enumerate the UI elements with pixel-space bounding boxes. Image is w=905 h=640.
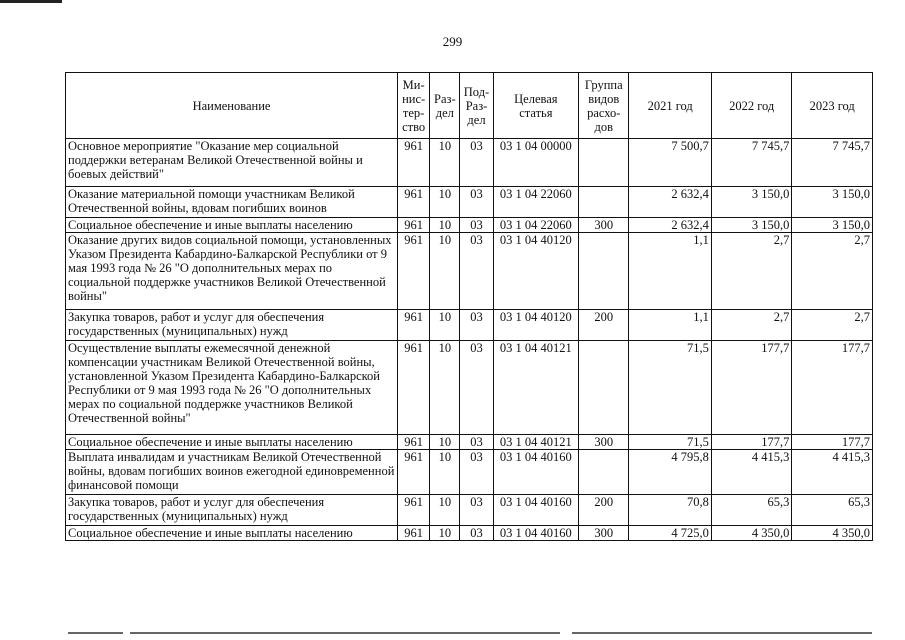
row-name: Закупка товаров, работ и услуг для обеспечения государственных (муниципальных) нужд: [66, 310, 398, 341]
row-section: 10: [430, 341, 460, 435]
row-2021: 2 632,4: [629, 187, 712, 218]
row-name: Социальное обеспечение и иные выплаты населению: [66, 435, 398, 450]
row-name: Оказание материальной помощи участникам Великой Отечественной войны, вдовам погибших воинов: [66, 187, 398, 218]
table-row: [66, 526, 873, 541]
row-2022: 2,7: [711, 310, 791, 341]
row-group: 300: [579, 435, 629, 450]
row-2021: 71,5: [629, 341, 712, 435]
row-2022: 65,3: [711, 495, 791, 526]
row-2023: 3 150,0: [792, 218, 873, 233]
row-subsection: 03: [460, 495, 493, 526]
table-row: [66, 218, 873, 233]
row-2022: 4 350,0: [711, 526, 791, 541]
row-group: 200: [579, 495, 629, 526]
row-subsection: 03: [460, 341, 493, 435]
row-ministry: 961: [398, 139, 430, 187]
row-group: [579, 450, 629, 495]
table-row: [66, 450, 873, 495]
header-2022: 2022 год: [711, 73, 791, 139]
row-group: 300: [579, 526, 629, 541]
row-2022: 2,7: [711, 233, 791, 310]
row-2023: 2,7: [792, 310, 873, 341]
row-section: 10: [430, 450, 460, 495]
table-row: [66, 139, 873, 187]
row-target: 03 1 04 40121: [493, 435, 579, 450]
row-2022: 177,7: [711, 435, 791, 450]
table-row: [66, 233, 873, 310]
row-2022: 3 150,0: [711, 187, 791, 218]
row-subsection: 03: [460, 526, 493, 541]
row-subsection: 03: [460, 450, 493, 495]
row-ministry: 961: [398, 233, 430, 310]
row-group: [579, 233, 629, 310]
page-number: 299: [442, 34, 463, 49]
row-group: [579, 187, 629, 218]
row-2023: 4 350,0: [792, 526, 873, 541]
row-target: 03 1 04 40121: [493, 341, 579, 435]
row-ministry: 961: [398, 187, 430, 218]
row-2021: 4 725,0: [629, 526, 712, 541]
row-2023: 7 745,7: [792, 139, 873, 187]
row-section: 10: [430, 218, 460, 233]
row-target: 03 1 04 40160: [493, 495, 579, 526]
row-ministry: 961: [398, 526, 430, 541]
row-target: 03 1 04 22060: [493, 218, 579, 233]
row-2023: 4 415,3: [792, 450, 873, 495]
header-ministry: Ми- нис- тер- ство: [398, 73, 430, 139]
table-row: [66, 310, 873, 341]
row-2021: 1,1: [629, 310, 712, 341]
row-target: 03 1 04 40160: [493, 450, 579, 495]
row-subsection: 03: [460, 187, 493, 218]
budget-table: [65, 72, 873, 541]
row-2021: 7 500,7: [629, 139, 712, 187]
row-2023: 177,7: [792, 341, 873, 435]
table-row: [66, 435, 873, 450]
row-2021: 1,1: [629, 233, 712, 310]
row-group: [579, 341, 629, 435]
footer-rule-3: [572, 632, 872, 634]
row-target: 03 1 04 22060: [493, 187, 579, 218]
row-subsection: 03: [460, 139, 493, 187]
row-subsection: 03: [460, 218, 493, 233]
corner-mark: [0, 0, 62, 3]
row-group: [579, 139, 629, 187]
row-target: 03 1 04 40160: [493, 526, 579, 541]
header-target: Целевая статья: [493, 73, 579, 139]
row-ministry: 961: [398, 435, 430, 450]
header-section: Раз- дел: [430, 73, 460, 139]
header-group: Группа видов расхо- дов: [579, 73, 629, 139]
row-name: Закупка товаров, работ и услуг для обеспечения государственных (муниципальных) нужд: [66, 495, 398, 526]
table-row: [66, 187, 873, 218]
row-target: 03 1 04 40120: [493, 233, 579, 310]
row-2022: 3 150,0: [711, 218, 791, 233]
header-row: [66, 73, 873, 139]
header-subsection: Под- Раз- дел: [460, 73, 493, 139]
row-name: Оказание других видов социальной помощи, установленных Указом Президента Кабардино-Балкарской Республики от 9 мая 1993 года № 26 "О дополнительных мерах по социальной поддержке участников Великой Отечественной войны": [66, 233, 398, 310]
row-2022: 177,7: [711, 341, 791, 435]
row-section: 10: [430, 526, 460, 541]
row-group: 300: [579, 218, 629, 233]
row-section: 10: [430, 187, 460, 218]
row-2022: 4 415,3: [711, 450, 791, 495]
row-name: Осуществление выплаты ежемесячной денежной компенсации участникам Великой Отечественной войны, установленной Указом Президента Кабардино-Балкарской Республики от 9 мая 1993 года № 26 "О дополнительных мерах по социальной поддержке участников Великой Отечественной войны": [66, 341, 398, 435]
row-section: 10: [430, 233, 460, 310]
header-2023: 2023 год: [792, 73, 873, 139]
footer-rule-2: [130, 632, 560, 634]
row-ministry: 961: [398, 310, 430, 341]
row-2022: 7 745,7: [711, 139, 791, 187]
row-section: 10: [430, 435, 460, 450]
row-section: 10: [430, 139, 460, 187]
row-2021: 71,5: [629, 435, 712, 450]
row-name: Социальное обеспечение и иные выплаты населению: [66, 218, 398, 233]
row-subsection: 03: [460, 435, 493, 450]
row-2023: 177,7: [792, 435, 873, 450]
header-name: Наименование: [66, 73, 398, 139]
row-2021: 2 632,4: [629, 218, 712, 233]
row-target: 03 1 04 40120: [493, 310, 579, 341]
row-ministry: 961: [398, 218, 430, 233]
footer-rule-1: [68, 632, 123, 634]
row-2023: 2,7: [792, 233, 873, 310]
row-name: Социальное обеспечение и иные выплаты населению: [66, 526, 398, 541]
row-ministry: 961: [398, 450, 430, 495]
row-2023: 65,3: [792, 495, 873, 526]
row-ministry: 961: [398, 495, 430, 526]
row-2021: 4 795,8: [629, 450, 712, 495]
row-subsection: 03: [460, 310, 493, 341]
row-group: 200: [579, 310, 629, 341]
row-2021: 70,8: [629, 495, 712, 526]
table-row: [66, 495, 873, 526]
row-ministry: 961: [398, 341, 430, 435]
row-target: 03 1 04 00000: [493, 139, 579, 187]
row-section: 10: [430, 495, 460, 526]
table-row: [66, 341, 873, 435]
header-2021: 2021 год: [629, 73, 712, 139]
row-name: Выплата инвалидам и участникам Великой Отечественной войны, вдовам погибших воинов ежегодной единовременной финансовой помощи: [66, 450, 398, 495]
row-2023: 3 150,0: [792, 187, 873, 218]
row-subsection: 03: [460, 233, 493, 310]
row-section: 10: [430, 310, 460, 341]
row-name: Основное мероприятие "Оказание мер социальной поддержки ветеранам Великой Отечественной войны и боевых действий": [66, 139, 398, 187]
